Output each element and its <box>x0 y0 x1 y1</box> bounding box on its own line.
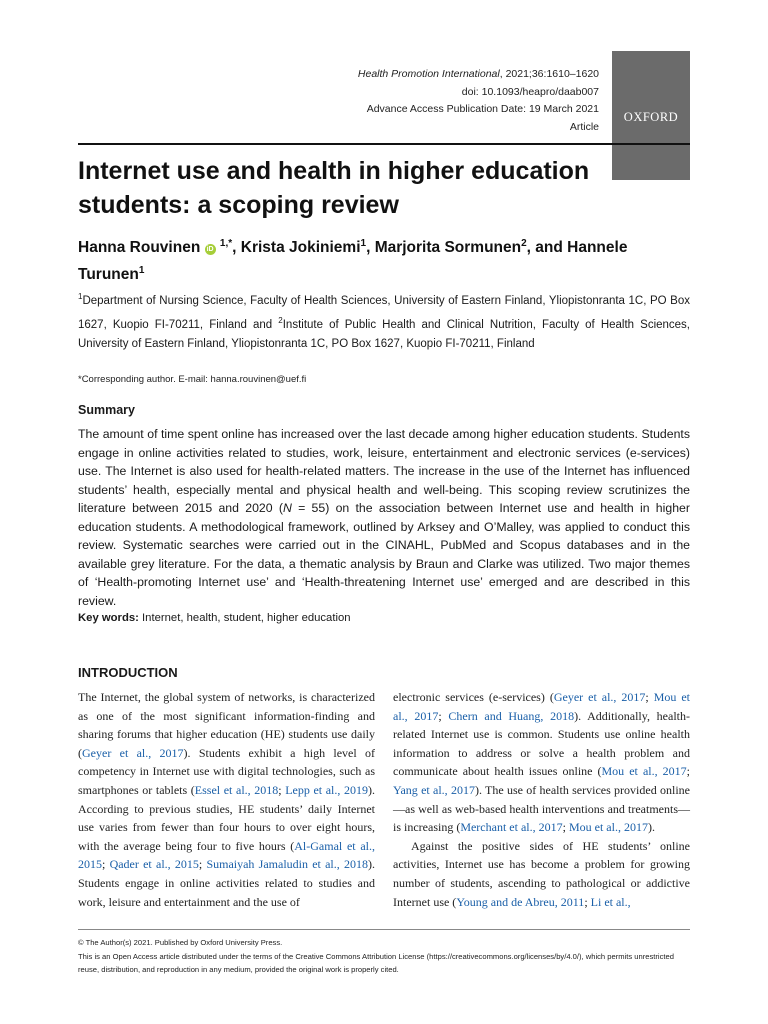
body-text: ; <box>562 820 569 835</box>
citation-link[interactable]: Geyer et al., 2017 <box>553 690 646 704</box>
body-text: ; <box>438 708 449 723</box>
intro-paragraph <box>393 688 690 837</box>
keywords-text: Internet, health, student, higher education <box>138 612 351 624</box>
author-name[interactable]: , and Hannele Turunen <box>78 239 628 284</box>
citation-link[interactable]: Merchant et al., 2017 <box>460 820 563 835</box>
author-name[interactable]: Hanna Rouvinen <box>78 239 201 257</box>
affiliation-marker: 1 <box>78 292 83 301</box>
citation-link[interactable]: Young and de Abreu, 2011 <box>456 894 585 909</box>
summary-heading: Summary <box>78 403 135 417</box>
citation-link[interactable]: Geyer et al., 2017 <box>82 745 184 760</box>
citation-link[interactable]: Sumaiyah Jamaludin et al., 2018 <box>206 857 368 872</box>
copyright-line: © The Author(s) 2021. Published by Oxford University Press. <box>78 938 283 947</box>
citation-link[interactable]: Yang et al., 2017 <box>393 782 475 797</box>
citation-link[interactable]: Lepp et al., 2019 <box>285 782 368 797</box>
summary-part: The amount of time spent online has increased over the last decade among higher education students. Students engage in online activities related to studies, work, leisure, entertainment and electronic services (e-services) use. The Internet is also used for health-related matters. The increase in the use of the Internet has influenced students’ health, especially mental and physical health and well-being. This scoping review scrutinizes the literature between 2015 and 2020 ( <box>78 427 690 515</box>
intro-paragraph <box>78 688 375 911</box>
author-list <box>78 232 688 286</box>
keywords <box>78 612 351 624</box>
intro-paragraph <box>393 837 690 911</box>
summary-n-symbol: N <box>282 501 292 515</box>
affiliation-text: Department of Nursing Science, Faculty of Health Sciences, University of Eastern Finland, Yliopistonranta 1C, PO Box 1627, Kuopio FI-70211, Finland and <box>78 294 690 331</box>
license-text: This is an Open Access article distributed under the terms of the Creative Commons Attribution License (https://creativecommons.org/licenses/by/4.0/), which permits unrestricted reuse, distribution, and reproduction in any medium, provided the original work is properly cited. <box>78 951 674 974</box>
body-text: ). According to previous studies, HE students’ daily Internet use varies from fewer than four hours to over eight hours, with the average being four to five hours ( <box>78 782 375 853</box>
body-text: ). Additionally, health-related Internet use is common. Students use online health information to address or solve a health problem and communicate about health issues online ( <box>393 708 690 779</box>
license-footer <box>78 936 690 977</box>
corresponding-author: *Corresponding author. E-mail: hanna.rouvinen@uef.fi <box>78 374 307 385</box>
introduction-heading: INTRODUCTION <box>78 665 178 680</box>
citation-link[interactable]: Mou et al., 2017 <box>568 820 648 835</box>
article-title: Internet use and health in higher education students: a scoping review <box>78 157 590 219</box>
author-affiliation-marker: 2 <box>521 238 527 249</box>
body-text: ). Students exhibit a high level of competency in Internet use with digital technologies, such as smartphones or tablets ( <box>78 745 375 797</box>
citation-link[interactable]: Qader et al., 2015 <box>109 857 199 872</box>
volume-pages: , 2021;36:1610–1620 <box>499 68 599 80</box>
body-text: ; <box>584 894 591 909</box>
citation-link[interactable]: Al-Gamal et al., 2015 <box>78 838 375 872</box>
author-name[interactable]: , Marjorita Sormunen <box>366 239 522 257</box>
affiliation-marker: 2 <box>278 315 283 325</box>
journal-citation <box>358 66 599 84</box>
affiliation-text: Institute of Public Health and Clinical Nutrition, Faculty of Health Sciences, University of Eastern Finland, Yliopistonranta 1C, PO Box 1627, Kuopio FI-70211, Finland <box>78 318 691 350</box>
citation-link[interactable]: Essel et al., 2018 <box>194 782 279 797</box>
body-text: ; <box>198 857 207 872</box>
advance-access-date: Advance Access Publication Date: 19 March 2021 <box>366 103 599 115</box>
body-text: Against the positive sides of HE students’ online activities, Internet use has become a problem for growing number of students, ascending to pathological or addictive Internet use ( <box>393 838 690 909</box>
header-divider <box>78 143 690 145</box>
body-text: ; <box>102 857 110 872</box>
author-affiliation-marker: 1 <box>138 265 145 277</box>
citation-link[interactable]: Li et al., <box>590 894 631 909</box>
body-text: ; <box>645 690 654 704</box>
doi[interactable]: doi: 10.1093/heapro/daab007 <box>461 85 599 98</box>
orcid-icon[interactable]: iD <box>206 246 214 254</box>
journal-name: Health Promotion International <box>357 68 500 80</box>
summary-text <box>78 425 690 610</box>
footer-divider <box>78 929 690 930</box>
body-text: ; <box>278 782 286 797</box>
author-affiliation-marker: 1,* <box>219 238 233 249</box>
oxford-logo-text: OXFORD <box>623 110 679 124</box>
author-name[interactable]: , Krista Jokiniemi <box>232 239 361 257</box>
body-text: ). <box>647 820 655 835</box>
citation-link[interactable]: Mou et al., 2017 <box>393 690 690 723</box>
citation-link[interactable]: Chern and Huang, 2018 <box>448 708 575 723</box>
body-text: The Internet, the global system of networks, is characterized as one of the most significant information-finding and sharing forums that higher education (HE) students use daily ( <box>78 690 375 760</box>
author-affiliation-marker: 1 <box>360 238 367 249</box>
citation-link[interactable]: Mou et al., 2017 <box>601 764 687 779</box>
body-text: ). Students engage in online activities related to studies and work, leisure and entertainment and the use of <box>78 857 375 909</box>
body-text: ; <box>686 764 690 779</box>
intro-left-column <box>78 688 375 911</box>
affiliations <box>78 287 690 354</box>
article-type: Article <box>569 120 599 133</box>
intro-right-column <box>393 688 690 911</box>
body-text: ). The use of health services provided online—as well as web-based health interventions and treatments—is increasing ( <box>393 782 690 835</box>
keywords-label: Key words: <box>78 612 139 624</box>
summary-part: = 55) on the association between Internet use and health in higher education students. A methodological framework, outlined by Arksey and O’Malley, was applied to conduct this review. Systematic searches were carried out in the CINAHL, PubMed and Scopus databases and in the available grey literature. For the data, a thematic analysis by Braun and Clarke was utilized. Two major themes of ‘Health-promoting Internet use’ and ‘Health-threatening Internet use’ emerged and are described in this review. <box>78 501 690 608</box>
body-text: electronic services (e-services) ( <box>393 690 554 704</box>
